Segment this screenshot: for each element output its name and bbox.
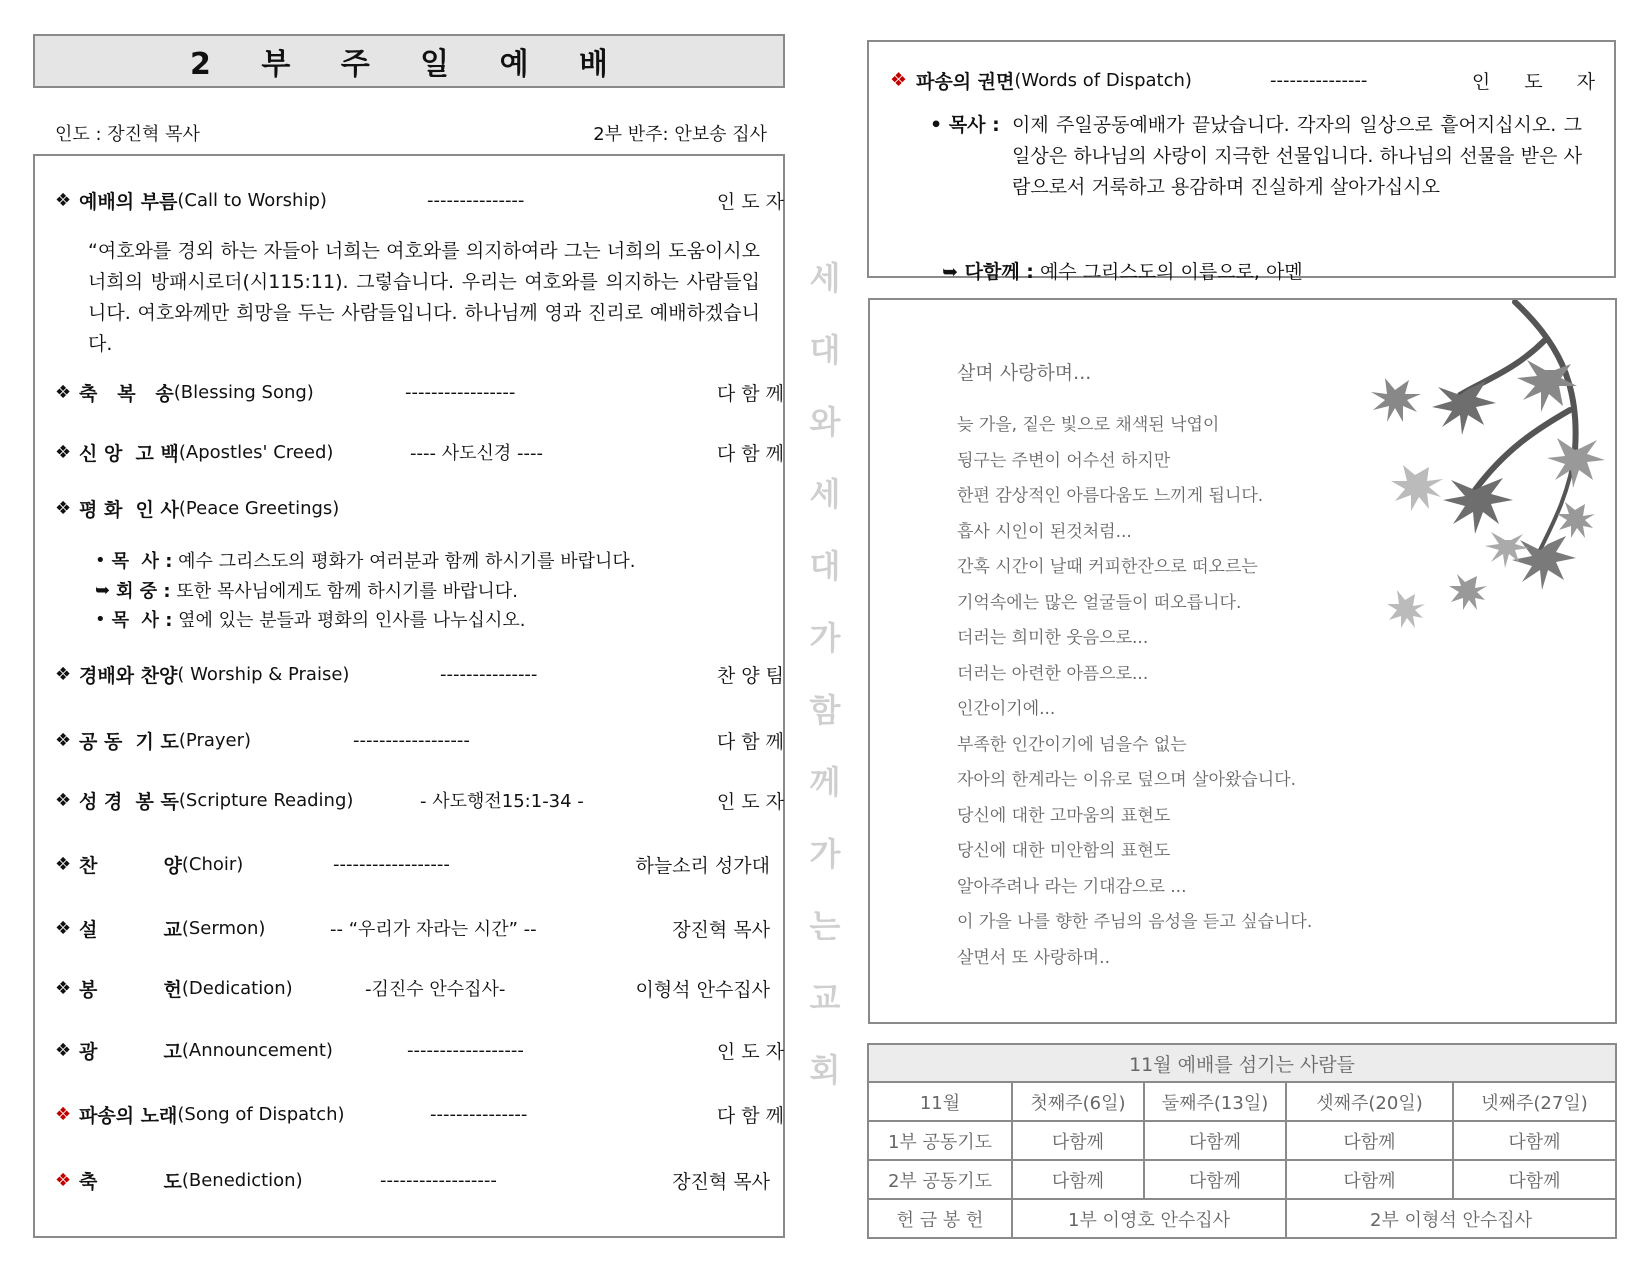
item-dash: --------------- [427,189,525,211]
diamond-icon: ❖ [55,189,72,211]
item-person: 장진혁 목사 [672,1170,770,1193]
poem-line: 간혹 시간이 날때 커피한잔으로 떠오르는 [957,557,1258,577]
greeting-line [95,605,775,633]
dispatch-all-text: 예수 그리스도의 이름으로, 아멘 [1033,261,1303,283]
item-person: 하늘소리 성가대 [635,854,770,877]
greeting-role: 목 사 : [111,610,173,631]
item-person: 다 함 께 [716,382,784,405]
item-dash: -- “우리가 자라는 시간” -- [330,919,537,940]
call-to-worship-text: “여호와를 경외 하는 자들아 너희는 여호와를 의지하여라 그는 너희의 도움이시오 너희의 방패시로더(시115:11). 그렇습니다. 우리는 여호와를 의지하는 사람들입니다. 여호와께만 희망을 두는 사람들입니다. 하나님께 영과 진리로 예배하겠습니다. [88,240,760,355]
item-dash: ---- 사도신경 ---- [410,443,543,464]
table-header: 둘째주(13일) [1144,1082,1286,1121]
table-cell: 1부 이영호 안수집사 [1012,1199,1286,1238]
slogan-char: 는 [809,907,841,945]
diamond-icon: ❖ [55,1103,72,1125]
item-person: 인 도 자 [716,1040,784,1063]
diamond-icon: ❖ [55,917,72,939]
item-dash: ------------------ [333,853,450,875]
item-title: 파송의 노래 [79,1104,178,1127]
diamond-icon: ❖ [55,441,72,463]
arrow-icon: ➥ [95,579,111,601]
dispatch-pastor-label: • 목사 : [930,114,1000,136]
greeting-text: 옆에 있는 분들과 평화의 인사를 나누십시오. [172,610,526,631]
item-scripture-reading [55,786,784,814]
item-person: 다 함 께 [716,442,784,465]
item-dash: ------------------ [380,1169,497,1191]
item-person: 장진혁 목사 [672,918,770,941]
dispatch-title-en: (Words of Dispatch) [1014,69,1192,91]
leader-text: 인도 : 장진혁 목사 [55,124,200,145]
poem-line: 부족한 인간이기에 넘을수 없는 [957,735,1187,755]
table-cell: 다함께 [1453,1160,1616,1199]
greeting-text: 예수 그리스도의 평화가 여러분과 함께 하시기를 바랍니다. [172,551,636,572]
poem-line: 한편 감상적인 아름다움도 느끼게 됩니다. [957,486,1264,506]
item-benediction [55,1166,770,1194]
item-title-en: (Dedication) [181,977,293,999]
item-title: 성 경 봉 독 [79,790,179,813]
item-title-en: (Sermon) [181,917,266,939]
item-title-en: ( Worship & Praise) [177,663,350,685]
dispatch-title: 파송의 권면 [916,70,1015,93]
item-title-en: (Benediction) [181,1169,303,1191]
item-title: 경배와 찬양 [79,664,178,687]
poem-line: 자아의 한계라는 이유로 덮으며 살아왔습니다. [957,770,1297,790]
slogan-char: 가 [809,619,841,657]
poem-line: 인간이기에... [957,699,1056,719]
table-caption-row [868,1044,1616,1082]
table-header: 넷째주(27일) [1453,1082,1616,1121]
item-person: 다 함 께 [716,1104,784,1127]
dispatch-dash: --------------- [1270,69,1368,91]
greeting-role: 회 중 : [116,581,171,602]
item-person: 인 도 자 [716,190,784,213]
table-cell: 2부 이형석 안수집사 [1286,1199,1616,1238]
item-title: 평 화 인 사 [79,498,179,521]
dispatch-all-line [930,235,1303,284]
table-cell: 다함께 [1144,1160,1286,1199]
item-prayer [55,726,784,754]
table-cell: 1부 공동기도 [868,1121,1012,1160]
table-header-row [868,1082,1616,1121]
item-announcement [55,1036,784,1064]
diamond-icon: ❖ [55,729,72,751]
item-dash: ------------------ [407,1039,524,1061]
slogan-char: 대 [809,331,841,369]
greeting-line [95,546,775,574]
table-cell: 2부 공동기도 [868,1160,1012,1199]
poem-line: 뒹구는 주변이 어수선 하지만 [957,451,1171,471]
item-title: 광 고 [79,1040,182,1063]
poem-line: 늦 가을, 짙은 빛으로 채색된 낙엽이 [957,415,1220,435]
slogan-char: 가 [809,835,841,873]
item-title-en: (Prayer) [178,729,252,751]
diamond-icon: ❖ [55,381,72,403]
poem-line: 당신에 대한 고마움의 표현도 [957,806,1171,826]
poem-line: 당신에 대한 미안함의 표현도 [957,841,1171,861]
dispatch-person: 인 도 자 [1471,70,1609,93]
slogan-char: 교 [809,979,841,1017]
slogan-char: 대 [809,547,841,585]
item-choir [55,850,770,878]
item-title-en: (Choir) [181,853,244,875]
poem-line: 기억속에는 많은 얼굴들이 떠오릅니다. [957,593,1242,613]
item-person: 찬 양 팀 [716,664,784,687]
table-row [868,1199,1616,1238]
table-cell: 다함께 [1012,1121,1144,1160]
item-sermon [55,914,770,942]
bullet-icon: • [95,549,106,571]
item-dash: --------------- [440,663,538,685]
diamond-icon: ❖ [55,497,72,519]
item-title: 봉 헌 [79,978,182,1001]
greeting-text: 또한 목사님에게도 함께 하시기를 바랍니다. [170,581,518,602]
dispatch-pastor-text: 이제 주일공동예배가 끝났습니다. 각자의 일상으로 흩어지십시오. 그 일상은 하나님의 사랑이 지극한 선물입니다. 하나님의 선물을 받은 사람으로서 거룩하고 용감하며 진실하게 살아가십시오 [1012,114,1582,198]
item-dedication [55,974,770,1002]
item-title-en: (Apostles' Creed) [178,441,334,463]
maple-branch-icon [1365,300,1613,640]
item-title: 설 교 [79,918,182,941]
slogan-char: 회 [809,1051,841,1089]
leader-line [55,120,767,146]
item-title: 축 도 [79,1170,182,1193]
item-dash: --------------- [430,1103,528,1125]
poem-title: 살며 사랑하며... [957,362,1092,384]
item-blessing-song [55,378,784,406]
item-title-en: (Blessing Song) [173,381,314,403]
poem-line: 더러는 아련한 아픔으로... [957,664,1149,684]
item-title: 공 동 기 도 [79,730,179,753]
dispatch-heading [890,66,1609,94]
diamond-icon: ❖ [55,663,72,685]
table-cell: 다함께 [1286,1121,1453,1160]
page-title: 2 부 주 일 예 배 [33,34,785,88]
item-person: 인 도 자 [716,790,784,813]
poem-line: 이 가을 나를 향한 주님의 음성을 듣고 싶습니다. [957,912,1313,932]
table-cell: 다함께 [1012,1160,1144,1199]
diamond-icon: ❖ [55,1169,72,1191]
poem-line: 살면서 또 사랑하며.. [957,948,1110,968]
diamond-icon: ❖ [55,789,72,811]
table-cell: 다함께 [1286,1160,1453,1199]
table-row [868,1121,1616,1160]
vertical-slogan [800,242,850,1106]
slogan-char: 세 [809,475,841,513]
greeting-role: 목 사 : [111,551,173,572]
item-dash: ----------------- [405,381,516,403]
item-person: 이형석 안수집사 [635,978,770,1001]
bullet-icon: • [95,608,106,630]
servers-table [867,1043,1617,1239]
accompanist-text: 2부 반주: 안보송 집사 [593,124,767,145]
poem-line: 흡사 시인이 된것처럼... [957,522,1132,542]
item-call-to-worship [55,186,784,214]
slogan-char: 께 [809,763,841,801]
item-peace-greetings [55,494,770,522]
diamond-icon: ❖ [55,977,72,999]
item-dash: - 사도행전15:1-34 - [420,791,584,812]
item-title-en: (Scripture Reading) [178,789,354,811]
item-title: 축 복 송 [79,382,174,405]
item-song-of-dispatch [55,1100,784,1128]
poem-line: 알아주려나 라는 기대감으로 ... [957,877,1187,897]
slogan-char: 와 [809,403,841,441]
slogan-char: 함 [809,691,841,729]
item-title: 신 앙 고 백 [79,442,179,465]
item-worship-praise [55,660,784,688]
item-person: 다 함 께 [716,730,784,753]
item-title-en: (Peace Greetings) [178,497,340,519]
dispatch-all-label: ➥ 다함께 : [942,261,1034,283]
item-title-en: (Announcement) [181,1039,333,1061]
table-header: 셋째주(20일) [1286,1082,1453,1121]
slogan-char: 세 [809,259,841,297]
item-title: 예배의 부름 [79,190,178,213]
item-title-en: (Song of Dispatch) [177,1103,345,1125]
table-header: 11월 [868,1082,1012,1121]
item-dash: -김진수 안수집사- [365,979,506,1000]
item-title-en: (Call to Worship) [177,189,327,211]
table-caption: 11월 예배를 섬기는 사람들 [868,1044,1616,1082]
table-cell: 다함께 [1453,1121,1616,1160]
diamond-icon: ❖ [55,1039,72,1061]
diamond-icon: ❖ [890,69,908,91]
diamond-icon: ❖ [55,853,72,875]
table-header: 첫째주(6일) [1012,1082,1144,1121]
poem-line: 더러는 희미한 웃음으로... [957,628,1149,648]
item-title: 찬 양 [79,854,182,877]
item-dash: ------------------ [353,729,470,751]
item-apostles-creed [55,438,784,466]
table-cell: 다함께 [1144,1121,1286,1160]
table-cell: 헌 금 봉 헌 [868,1199,1012,1238]
greeting-line [95,576,775,604]
table-row [868,1160,1616,1199]
